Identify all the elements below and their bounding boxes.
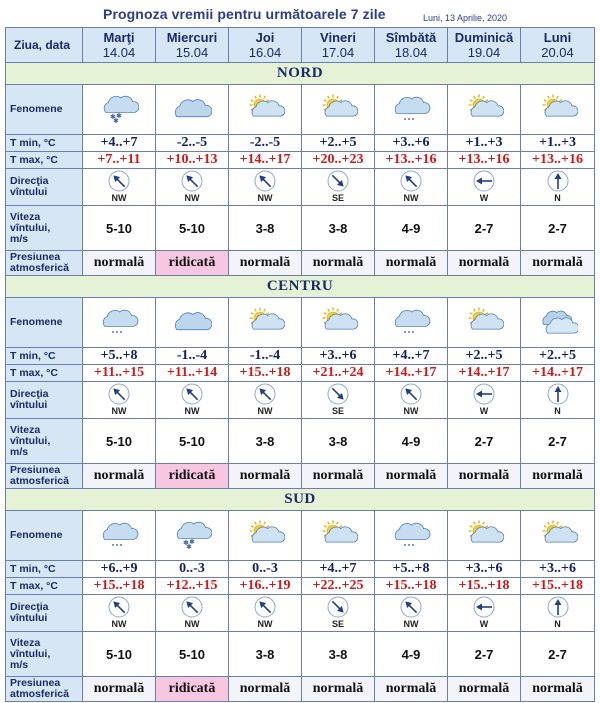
wind-direction-label: NW xyxy=(257,619,273,629)
cloud-icon xyxy=(156,306,228,340)
wind-arrow-icon xyxy=(375,596,447,618)
wind-speed-value: 4-9 xyxy=(375,206,448,251)
forecast-body xyxy=(6,63,595,702)
tmax-value: +22..+25 xyxy=(302,578,375,595)
wind-arrow-icon xyxy=(448,596,520,618)
forecast-table xyxy=(5,27,595,702)
row-label-text: T min, °C xyxy=(10,562,56,575)
wind-direction-cell xyxy=(156,382,229,419)
row-label xyxy=(6,464,83,489)
wind-direction-cell xyxy=(83,382,156,419)
tmax-row xyxy=(6,578,595,595)
wind-direction-label: W xyxy=(479,193,489,203)
row-label xyxy=(6,135,83,152)
tmin-value: -1..-4 xyxy=(229,348,302,365)
day-date: 16.04 xyxy=(248,45,282,60)
partly-cloudy-icon xyxy=(229,306,301,340)
wind-direction-cell xyxy=(375,382,448,419)
tmax-value: +7..+11 xyxy=(83,152,156,169)
row-label-text: vîntului xyxy=(10,612,48,624)
tmin-value: -1..-4 xyxy=(156,348,229,365)
day-name: Duminică xyxy=(454,30,514,45)
partly-cloudy-icon xyxy=(521,93,594,127)
wind-arrow-icon xyxy=(302,170,374,192)
cloud-light-rain-icon xyxy=(83,519,155,553)
wind-direction-label: NW xyxy=(403,406,419,416)
wind-direction-row xyxy=(6,595,595,632)
tmin-value: +3..+6 xyxy=(302,348,375,365)
row-label-text: vîntului xyxy=(10,186,48,198)
wind-speed-value: 5-10 xyxy=(83,206,156,251)
row-label-text: Presiunea xyxy=(10,677,61,689)
partly-cloudy-icon xyxy=(302,93,374,127)
wind-speed-value: 2-7 xyxy=(448,206,521,251)
row-label xyxy=(6,169,83,206)
row-label-text: Viteza xyxy=(10,210,41,223)
row-label xyxy=(6,85,83,135)
wind-direction-cell xyxy=(302,382,375,419)
cloud-snow-icon xyxy=(156,519,228,553)
cloud-light-rain-icon xyxy=(375,306,447,340)
tmin-value: +2..+5 xyxy=(448,348,521,365)
weather-cell xyxy=(83,298,156,348)
tmin-value: +2..+5 xyxy=(521,348,595,365)
cloud-light-rain-icon xyxy=(375,93,447,127)
day-date: 19.04 xyxy=(467,45,501,60)
wind-direction-cell xyxy=(83,595,156,632)
wind-arrow-icon xyxy=(229,383,301,405)
row-label xyxy=(6,298,83,348)
tmax-value: +14..+17 xyxy=(229,152,302,169)
day-name: Vineri xyxy=(320,30,356,45)
wind-direction-label: W xyxy=(479,406,489,416)
tmax-value: +15..+18 xyxy=(229,365,302,382)
wind-direction-label: NW xyxy=(184,619,200,629)
day-date: 18.04 xyxy=(394,45,428,60)
pressure-row xyxy=(6,464,595,489)
pressure-value: normală xyxy=(302,251,375,276)
day-name: Luni xyxy=(543,30,572,45)
weather-cell xyxy=(521,298,595,348)
pressure-value: normală xyxy=(448,677,521,702)
tmax-value: +13..+16 xyxy=(521,152,595,169)
svg-text:✱: ✱ xyxy=(183,538,189,547)
partly-cloudy-icon xyxy=(229,93,301,127)
tmax-value: +11..+14 xyxy=(156,365,229,382)
tmin-row xyxy=(6,348,595,365)
pressure-value: normală xyxy=(83,251,156,276)
partly-cloudy-icon xyxy=(521,519,594,553)
day-name: Miercuri xyxy=(166,30,218,45)
tmax-value: +13..+16 xyxy=(375,152,448,169)
wind-direction-label: W xyxy=(479,619,489,629)
row-label-text: m/s xyxy=(10,232,29,245)
row-label xyxy=(6,419,83,464)
row-label xyxy=(6,561,83,578)
day-date-header: Ziua, data xyxy=(6,28,83,63)
day-header xyxy=(83,28,156,63)
tmin-value: +4..+7 xyxy=(375,348,448,365)
wind-arrow-icon xyxy=(521,596,594,618)
tmin-value: 0..-3 xyxy=(229,561,302,578)
row-label-text: atmosferică xyxy=(10,688,69,700)
mostly-cloudy-icon xyxy=(521,306,594,340)
tmin-value: +1..+3 xyxy=(521,135,595,152)
day-name: Joi xyxy=(255,30,275,45)
wind-speed-value: 5-10 xyxy=(156,419,229,464)
tmin-value: 0..-3 xyxy=(156,561,229,578)
weather-cell xyxy=(156,511,229,561)
tmax-value: +14..+17 xyxy=(521,365,595,382)
tmin-value: +5..+8 xyxy=(83,348,156,365)
wind-speed-value: 5-10 xyxy=(156,206,229,251)
day-header xyxy=(156,28,229,63)
wind-arrow-icon xyxy=(156,170,228,192)
weather-cell xyxy=(448,511,521,561)
row-label-text: Viteza xyxy=(10,636,41,649)
tmin-value: +4..+7 xyxy=(83,135,156,152)
svg-text:✱: ✱ xyxy=(110,112,116,121)
wind-direction-label: N xyxy=(554,193,561,203)
wind-direction-cell xyxy=(448,169,521,206)
wind-direction-label: NW xyxy=(257,193,273,203)
pressure-value: normală xyxy=(521,464,595,489)
wind-speed-value: 2-7 xyxy=(448,632,521,677)
wind-speed-value: 3-8 xyxy=(302,206,375,251)
day-name: Sîmbătă xyxy=(385,30,437,45)
row-label-text: atmosferică xyxy=(10,262,69,274)
weather-cell xyxy=(229,85,302,135)
weather-cell xyxy=(448,85,521,135)
tmax-value: +15..+18 xyxy=(521,578,595,595)
row-label-text: T max, °C xyxy=(10,579,58,592)
wind-direction-row xyxy=(6,169,595,206)
weather-cell xyxy=(448,298,521,348)
cloud-snow-icon xyxy=(83,93,155,127)
tmax-value: +21..+24 xyxy=(302,365,375,382)
pressure-row xyxy=(6,677,595,702)
wind-arrow-icon xyxy=(83,170,155,192)
weather-cell xyxy=(83,511,156,561)
row-label-text: Direcţia xyxy=(10,388,49,400)
wind-direction-cell xyxy=(302,595,375,632)
pressure-value: ridicată xyxy=(156,677,229,702)
wind-speed-value: 5-10 xyxy=(156,632,229,677)
wind-speed-row xyxy=(6,419,595,464)
weather-cell xyxy=(302,85,375,135)
wind-speed-value: 2-7 xyxy=(448,419,521,464)
region-title: NORD xyxy=(6,63,595,85)
wind-arrow-icon xyxy=(448,383,520,405)
day-name: Marţi xyxy=(103,30,135,45)
cloud-light-rain-icon xyxy=(375,519,447,553)
pressure-value: normală xyxy=(521,251,595,276)
cloud-light-rain-icon xyxy=(83,306,155,340)
page-header xyxy=(0,0,600,28)
pressure-value: normală xyxy=(83,677,156,702)
day-header xyxy=(521,28,595,63)
weather-cell xyxy=(375,298,448,348)
day-date: 20.04 xyxy=(541,45,574,60)
row-label xyxy=(6,251,83,276)
tmax-value: +11..+15 xyxy=(83,365,156,382)
day-date: 15.04 xyxy=(175,45,209,60)
region-row xyxy=(6,489,595,511)
tmax-row xyxy=(6,152,595,169)
wind-direction-cell xyxy=(229,382,302,419)
row-label xyxy=(6,578,83,595)
pressure-value: normală xyxy=(229,464,302,489)
wind-direction-label: SE xyxy=(331,619,344,629)
wind-speed-value: 3-8 xyxy=(229,632,302,677)
wind-speed-value: 3-8 xyxy=(229,419,302,464)
tmax-value: +14..+17 xyxy=(375,365,448,382)
row-label-text: Direcţia xyxy=(10,601,49,613)
tmin-value: +6..+9 xyxy=(83,561,156,578)
tmin-row xyxy=(6,561,595,578)
weather-cell xyxy=(521,85,595,135)
tmax-value: +10..+13 xyxy=(156,152,229,169)
tmax-value: +12..+15 xyxy=(156,578,229,595)
pressure-value: normală xyxy=(229,677,302,702)
row-label xyxy=(6,152,83,169)
wind-direction-cell xyxy=(448,595,521,632)
wind-direction-label: N xyxy=(554,406,561,416)
wind-direction-cell xyxy=(448,382,521,419)
svg-text:✱: ✱ xyxy=(189,537,195,546)
pressure-value: normală xyxy=(375,677,448,702)
row-label-text: atmosferică xyxy=(10,475,69,487)
row-label-text: m/s xyxy=(10,445,29,458)
tmin-value: +4..+7 xyxy=(302,561,375,578)
weather-cell xyxy=(229,298,302,348)
row-label-text: Presiunea xyxy=(10,464,61,476)
weather-cell xyxy=(302,511,375,561)
region-row xyxy=(6,276,595,298)
phenomena-row xyxy=(6,85,595,135)
weather-cell xyxy=(229,511,302,561)
row-label-text: vîntului, xyxy=(10,647,51,660)
wind-direction-cell xyxy=(375,169,448,206)
row-label-text: vîntului, xyxy=(10,221,51,234)
wind-speed-value: 2-7 xyxy=(521,206,595,251)
tmin-value: -2..-5 xyxy=(229,135,302,152)
wind-speed-value: 2-7 xyxy=(521,419,595,464)
wind-direction-cell xyxy=(83,169,156,206)
wind-direction-cell xyxy=(156,169,229,206)
partly-cloudy-icon xyxy=(302,306,374,340)
wind-direction-cell xyxy=(229,595,302,632)
tmin-value: +5..+8 xyxy=(375,561,448,578)
tmax-row xyxy=(6,365,595,382)
wind-direction-cell xyxy=(375,595,448,632)
row-label xyxy=(6,632,83,677)
wind-speed-row xyxy=(6,632,595,677)
region-row xyxy=(6,63,595,85)
row-label xyxy=(6,206,83,251)
day-date: 17.04 xyxy=(321,45,355,60)
wind-speed-value: 5-10 xyxy=(83,632,156,677)
row-label xyxy=(6,348,83,365)
weather-cell xyxy=(375,511,448,561)
weather-cell xyxy=(156,298,229,348)
wind-direction-label: NW xyxy=(403,193,419,203)
wind-direction-cell xyxy=(302,169,375,206)
partly-cloudy-icon xyxy=(448,306,520,340)
pressure-value: ridicată xyxy=(156,464,229,489)
wind-direction-label: NW xyxy=(184,406,200,416)
pressure-value: normală xyxy=(375,464,448,489)
wind-direction-label: SE xyxy=(331,193,344,203)
wind-speed-value: 3-8 xyxy=(229,206,302,251)
row-label-text: Direcţia xyxy=(10,175,49,187)
row-label xyxy=(6,595,83,632)
partly-cloudy-icon xyxy=(302,519,374,553)
tmax-value: +20..+23 xyxy=(302,152,375,169)
wind-direction-cell xyxy=(521,169,595,206)
row-label xyxy=(6,511,83,561)
tmax-value: +15..+18 xyxy=(448,578,521,595)
wind-direction-row xyxy=(6,382,595,419)
wind-arrow-icon xyxy=(229,596,301,618)
pressure-value: normală xyxy=(375,251,448,276)
pressure-value: normală xyxy=(83,464,156,489)
tmin-value: +3..+6 xyxy=(375,135,448,152)
wind-direction-label: NW xyxy=(403,619,419,629)
row-label-text: vîntului, xyxy=(10,434,51,447)
row-label-text: Fenomene xyxy=(10,103,63,115)
partly-cloudy-icon xyxy=(229,519,301,553)
tmin-value: +3..+6 xyxy=(521,561,595,578)
days-header-row xyxy=(6,28,595,63)
tmin-value: +1..+3 xyxy=(448,135,521,152)
cloud-icon xyxy=(156,93,228,127)
weather-cell xyxy=(521,511,595,561)
tmax-value: +15..+18 xyxy=(83,578,156,595)
row-label-text: T max, °C xyxy=(10,366,58,379)
wind-direction-cell xyxy=(521,382,595,419)
wind-direction-label: NW xyxy=(111,406,127,416)
pressure-value: normală xyxy=(302,464,375,489)
wind-direction-label: N xyxy=(554,619,561,629)
wind-direction-cell xyxy=(521,595,595,632)
pressure-value: normală xyxy=(302,677,375,702)
wind-arrow-icon xyxy=(448,170,520,192)
tmin-value: +2..+5 xyxy=(302,135,375,152)
pressure-row xyxy=(6,251,595,276)
row-label-text: Presiunea xyxy=(10,251,61,263)
tmax-value: +15..+18 xyxy=(375,578,448,595)
wind-direction-label: NW xyxy=(111,619,127,629)
tmax-value: +13..+16 xyxy=(448,152,521,169)
weather-cell xyxy=(83,85,156,135)
day-header xyxy=(375,28,448,63)
wind-speed-value: 4-9 xyxy=(375,632,448,677)
wind-arrow-icon xyxy=(375,170,447,192)
wind-arrow-icon xyxy=(375,383,447,405)
region-title: CENTRU xyxy=(6,276,595,298)
tmax-value: +14..+17 xyxy=(448,365,521,382)
day-header xyxy=(448,28,521,63)
partly-cloudy-icon xyxy=(448,519,520,553)
wind-speed-value: 2-7 xyxy=(521,632,595,677)
wind-speed-value: 4-9 xyxy=(375,419,448,464)
wind-arrow-icon xyxy=(302,596,374,618)
partly-cloudy-icon xyxy=(448,93,520,127)
wind-arrow-icon xyxy=(156,596,228,618)
wind-direction-label: NW xyxy=(111,193,127,203)
row-label-text: T min, °C xyxy=(10,136,56,149)
svg-text:✱: ✱ xyxy=(113,116,119,125)
svg-text:✱: ✱ xyxy=(116,111,122,120)
wind-arrow-icon xyxy=(302,383,374,405)
wind-speed-row xyxy=(6,206,595,251)
tmin-row xyxy=(6,135,595,152)
row-label-text: Viteza xyxy=(10,423,41,436)
pressure-value: ridicată xyxy=(156,251,229,276)
row-label-text: m/s xyxy=(10,658,29,671)
wind-direction-cell xyxy=(229,169,302,206)
row-label xyxy=(6,365,83,382)
wind-speed-value: 3-8 xyxy=(302,632,375,677)
row-label xyxy=(6,677,83,702)
phenomena-row xyxy=(6,511,595,561)
row-label xyxy=(6,382,83,419)
svg-text:✱: ✱ xyxy=(186,542,192,551)
pressure-value: normală xyxy=(229,251,302,276)
wind-arrow-icon xyxy=(83,596,155,618)
wind-arrow-icon xyxy=(156,383,228,405)
forecast-date: Luni, 13 Aprilie, 2020 xyxy=(423,13,508,23)
phenomena-row xyxy=(6,298,595,348)
day-header xyxy=(229,28,302,63)
wind-arrow-icon xyxy=(521,383,594,405)
wind-direction-cell xyxy=(156,595,229,632)
row-label-text: Fenomene xyxy=(10,316,63,328)
pressure-value: normală xyxy=(521,677,595,702)
page-title: Prognoza vremii pentru următoarele 7 zile xyxy=(103,6,386,22)
weather-cell xyxy=(156,85,229,135)
wind-direction-label: NW xyxy=(184,193,200,203)
weather-cell xyxy=(375,85,448,135)
row-label-text: Fenomene xyxy=(10,529,63,541)
wind-speed-value: 3-8 xyxy=(302,419,375,464)
day-date: 14.04 xyxy=(102,45,136,60)
day-header xyxy=(302,28,375,63)
wind-arrow-icon xyxy=(229,170,301,192)
row-label-text: T min, °C xyxy=(10,349,56,362)
region-title: SUD xyxy=(6,489,595,511)
row-label-text: vîntului xyxy=(10,399,48,411)
wind-arrow-icon xyxy=(521,170,594,192)
tmin-value: +3..+6 xyxy=(448,561,521,578)
wind-direction-label: NW xyxy=(257,406,273,416)
wind-speed-value: 5-10 xyxy=(83,419,156,464)
tmin-value: -2..-5 xyxy=(156,135,229,152)
wind-arrow-icon xyxy=(83,383,155,405)
tmax-value: +16..+19 xyxy=(229,578,302,595)
pressure-value: normală xyxy=(448,464,521,489)
row-label-text: T max, °C xyxy=(10,153,58,166)
weather-cell xyxy=(302,298,375,348)
wind-direction-label: SE xyxy=(331,406,344,416)
pressure-value: normală xyxy=(448,251,521,276)
